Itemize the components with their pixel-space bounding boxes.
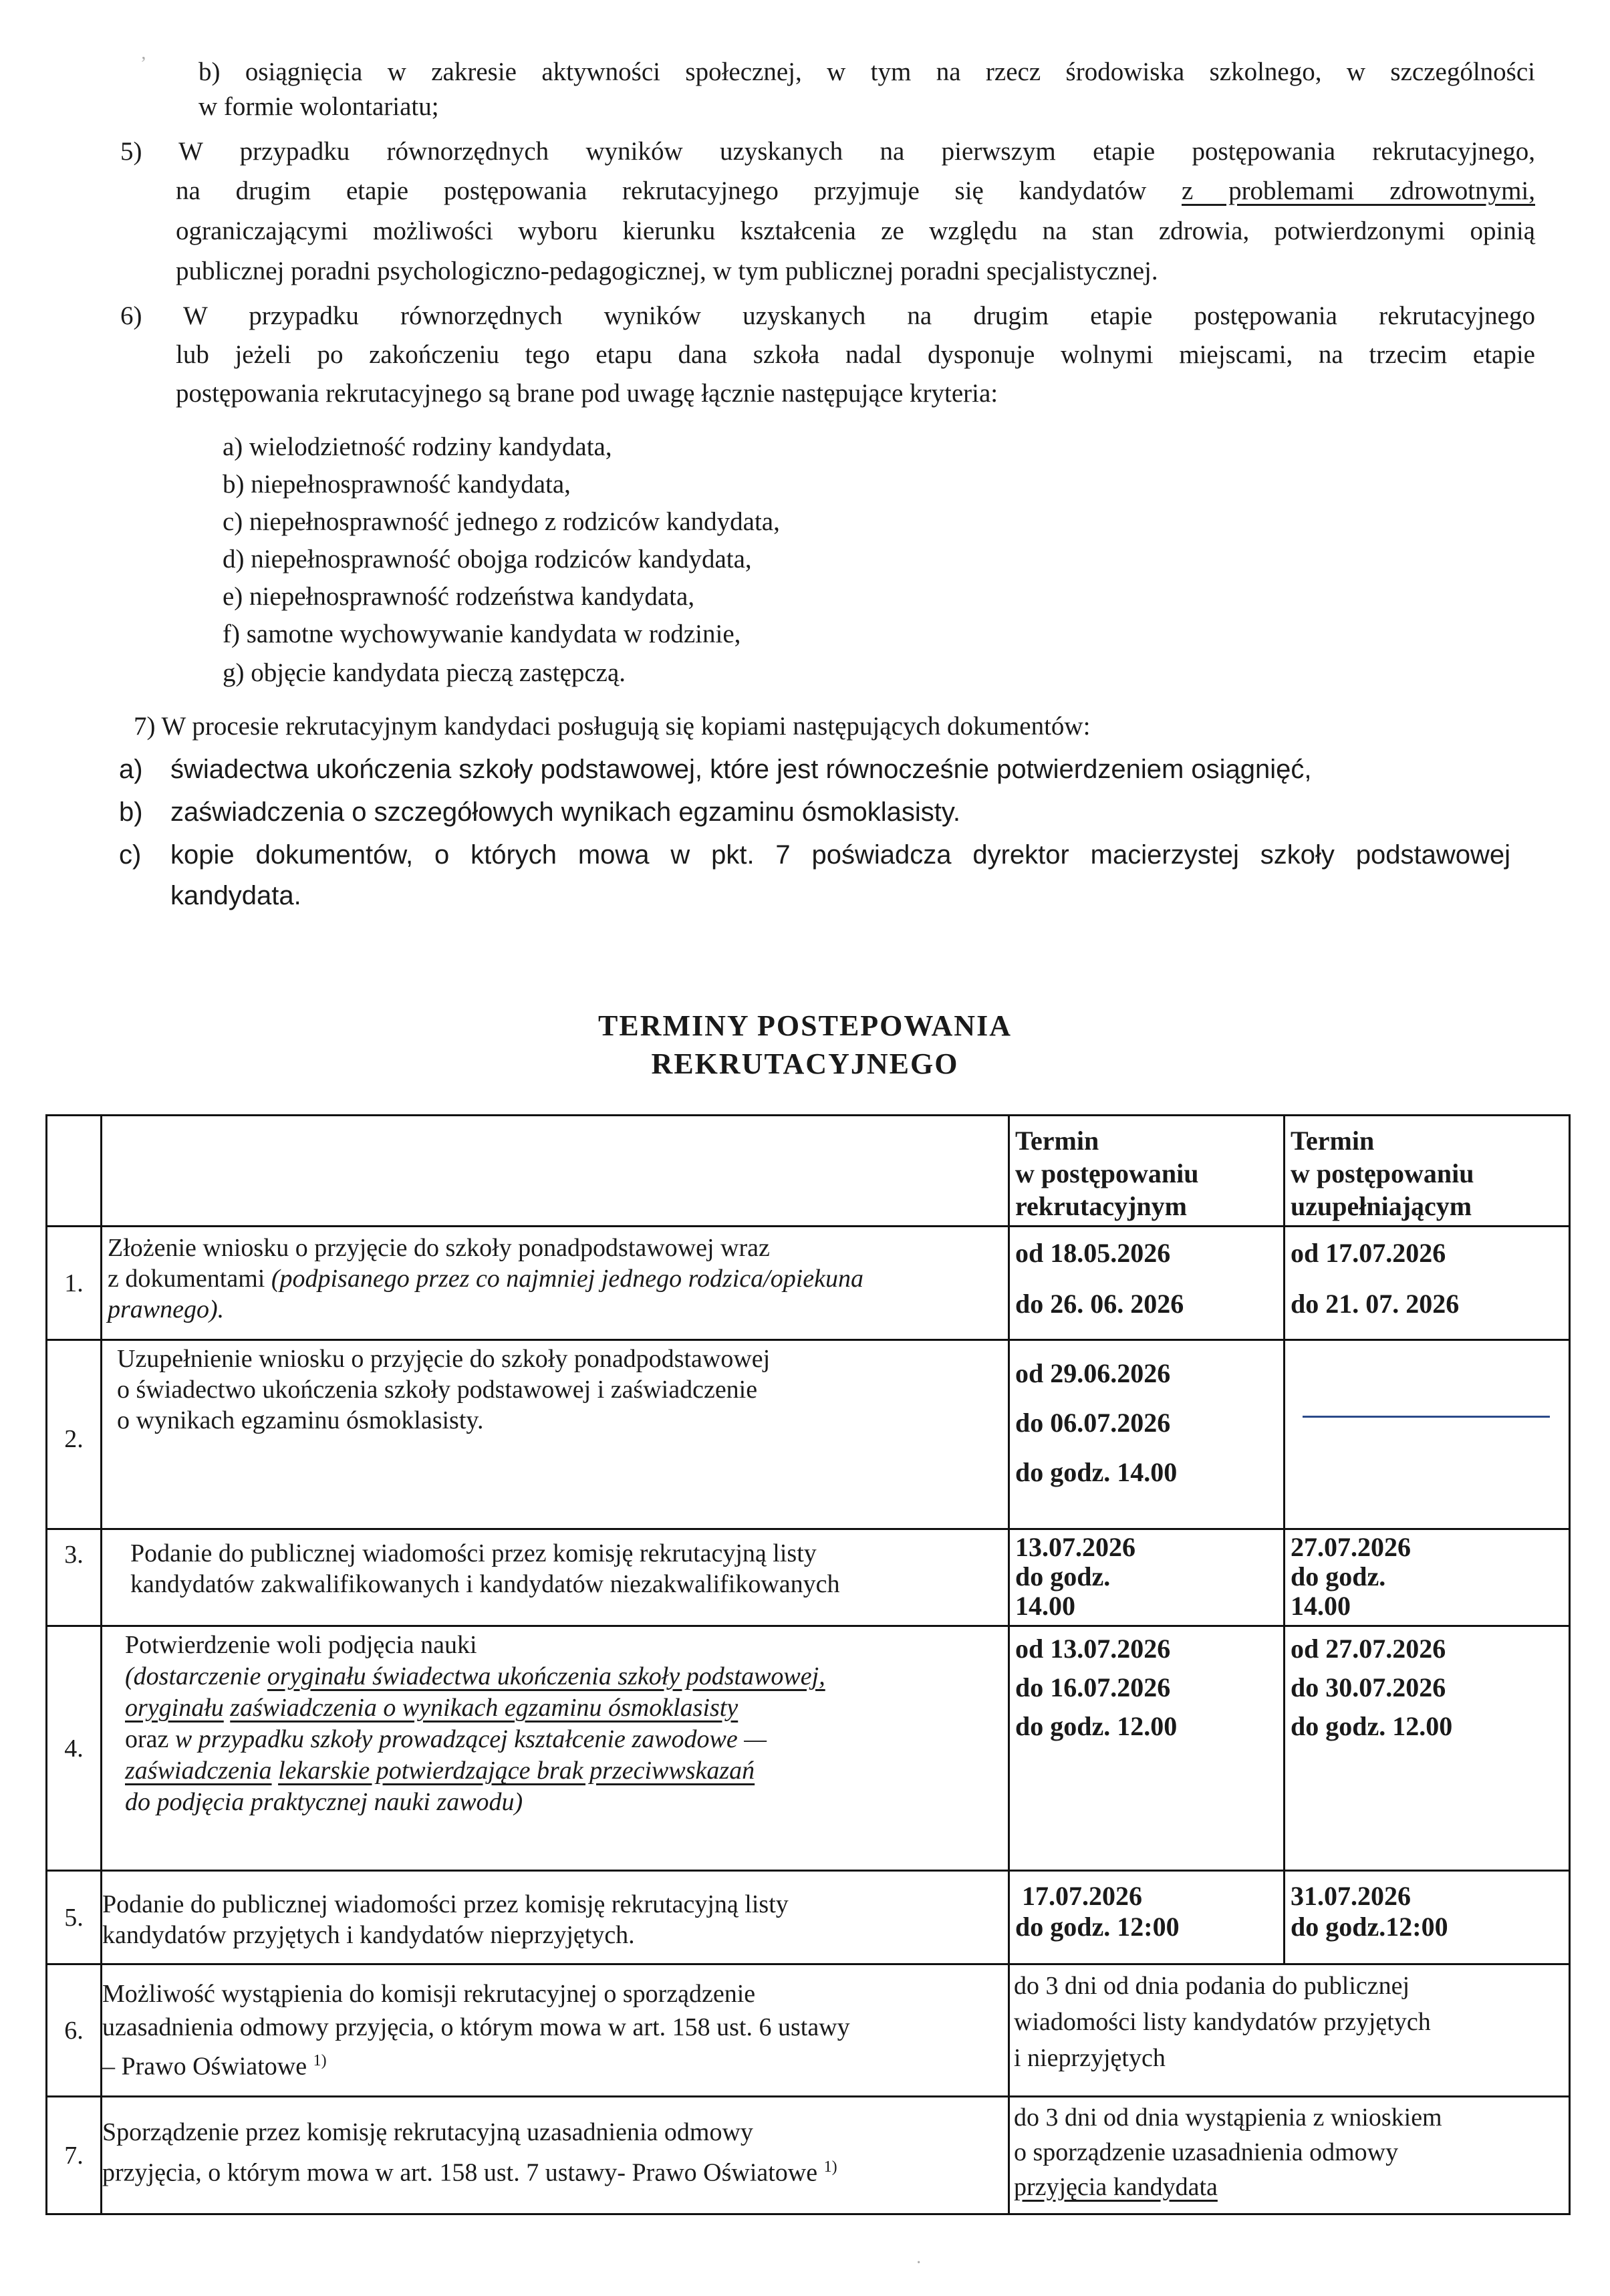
text-line: b) osiągnięcia w zakresie aktywności społecznej, w tym na rzecz środowiska szkolnego, w szczególności (198, 57, 1535, 86)
row-merged-term (1009, 2097, 1570, 2214)
desc-line: Sporządzenie przez komisję rekrutacyjną uzasadnienia odmowy (102, 2118, 753, 2146)
document-letter: b) (119, 797, 143, 827)
row-description (102, 1227, 1009, 1340)
table-header-row (47, 1116, 1570, 1227)
desc-line: Uzupełnienie wniosku o przyjęcie do szkoły ponadpodstawowej (117, 1345, 771, 1373)
section-title: TERMINY POSTEPOWANIA (598, 1009, 1012, 1042)
date-text: od 29.06.2026 (1015, 1358, 1171, 1388)
table-row (47, 1340, 1570, 1529)
row-number (47, 1227, 102, 1340)
date-text: 31.07.2026 (1291, 1881, 1411, 1911)
document-item-cont: kandydata. (170, 881, 301, 910)
header-text: Termin (1291, 1126, 1375, 1156)
section-title: REKRUTACYJNEGO (651, 1047, 959, 1080)
date-text: od 18.05.2026 (1015, 1238, 1171, 1268)
row-number (47, 1340, 102, 1529)
desc-line: kandydatów zakwalifikowanych i kandydatów niezakwalifikowanych (130, 1570, 840, 1598)
desc-italic: do podjęcia praktycznej nauki zawodu) (125, 1788, 523, 1816)
desc-line: Możliwość wystąpienia do komisji rekrutacyjnej o sporządzenie (102, 1980, 756, 2008)
row-description (102, 1964, 1009, 2097)
row-description (102, 1529, 1009, 1626)
date-text: 27.07.2026 (1291, 1532, 1411, 1562)
desc-underlined: oryginału świadectwa ukończenia szkoły podstawowej, (267, 1662, 825, 1690)
date-text: do godz. (1291, 1561, 1386, 1591)
header-cell-supplementary (1285, 1116, 1570, 1227)
criteria-item: b) niepełnosprawność kandydata, (223, 470, 571, 499)
date-text: do godz. 12.00 (1291, 1711, 1453, 1741)
row-number-text: 1. (64, 1269, 84, 1297)
text-line: lub jeżeli po zakończeniu tego etapu dana szkoła nadal dysponuje wolnymi miejscami, na trzecim etapie (176, 340, 1535, 369)
desc-line: – Prawo Oświatowe (102, 2052, 313, 2081)
desc-italic: prawnego). (108, 1295, 225, 1323)
row-number (47, 1964, 102, 2097)
term-line: do 3 dni od dnia wystąpienia z wnioskiem (1014, 2103, 1442, 2132)
date-text: od 17.07.2026 (1291, 1238, 1446, 1268)
row-date-recruitment (1009, 1340, 1285, 1529)
row-number (47, 2097, 102, 2214)
footnote-marker: 1) (823, 2158, 837, 2176)
row-number-text: 6. (64, 2016, 84, 2045)
text-line: 6) W przypadku równorzędnych wyników uzyskanych na drugim etapie postępowania rekrutacyjnego (120, 301, 1535, 330)
row-number-text: 4. (64, 1734, 84, 1763)
desc-line: oraz (125, 1725, 175, 1753)
text-line: w formie wolontariatu; (198, 92, 439, 121)
row-merged-term (1009, 1964, 1570, 2097)
row-number-text: 3. (64, 1541, 84, 1569)
date-text: do godz. 12.00 (1015, 1711, 1178, 1741)
date-text: do 06.07.2026 (1015, 1408, 1171, 1438)
desc-line: o świadectwo ukończenia szkoły podstawowej i zaświadczenie (117, 1376, 758, 1404)
term-line: przyjęcia kandydata (1014, 2173, 1218, 2201)
scan-speck: · (916, 2253, 922, 2273)
term-line: o sporządzenie uzasadnienia odmowy (1014, 2138, 1399, 2166)
not-applicable-dash (1303, 1416, 1550, 1418)
row-description (102, 2097, 1009, 2214)
date-text: do 26. 06. 2026 (1015, 1289, 1184, 1319)
document-item: świadectwa ukończenia szkoły podstawowej, które jest równocześnie potwierdzeniem osiągnięć, (170, 755, 1312, 784)
text-line: ograniczającymi możliwości wyboru kierunku kształcenia ze względu na stan zdrowia, potwierdzonymi opinią (176, 217, 1535, 245)
header-cell-recruitment (1009, 1116, 1285, 1227)
criteria-item: e) niepełnosprawność rodzeństwa kandydata, (223, 582, 695, 611)
term-line: do 3 dni od dnia podania do publicznej (1014, 1972, 1410, 2000)
table-row (47, 1871, 1570, 1964)
date-text: 17.07.2026 (1022, 1881, 1142, 1911)
header-cell-desc (102, 1116, 1009, 1227)
date-text: do godz. 14.00 (1015, 1457, 1178, 1487)
row-date-recruitment (1009, 1626, 1285, 1871)
table-row (47, 1626, 1570, 1871)
schedule-table (45, 1114, 1571, 2215)
underlined-phrase: z problemami zdrowotnymi, (1182, 176, 1535, 205)
term-line: wiadomości listy kandydatów przyjętych (1014, 2008, 1431, 2036)
row-number-text: 2. (64, 1425, 84, 1453)
text-line: 5) W przypadku równorzędnych wyników uzyskanych na pierwszym etapie postępowania rekrutacyjnego, (120, 137, 1535, 166)
desc-line: o wynikach egzaminu ósmoklasisty. (117, 1406, 484, 1434)
desc-line: uzasadnienia odmowy przyjęcia, o którym mowa w art. 158 ust. 6 ustawy (102, 2013, 850, 2041)
row-number-text: 5. (64, 1903, 84, 1932)
header-text: uzupełniającym (1291, 1191, 1472, 1221)
desc-line: kandydatów przyjętych i kandydatów nieprzyjętych. (102, 1921, 635, 1949)
header-text: rekrutacyjnym (1015, 1191, 1187, 1221)
date-text: od 27.07.2026 (1291, 1634, 1446, 1664)
text-line: publicznej poradni psychologiczno-pedagogicznej, w tym publicznej poradni specjalistycznej. (176, 257, 1158, 285)
date-text: do godz. 12:00 (1015, 1912, 1180, 1942)
date-text: do godz.12:00 (1291, 1912, 1448, 1942)
date-text: 14.00 (1015, 1591, 1075, 1621)
desc-italic: w przypadku szkoły prowadzącej kształcenie zawodowe — (174, 1725, 767, 1753)
document-item: kopie dokumentów, o których mowa w pkt. 7 poświadcza dyrektor macierzystej szkoły podstawowej (170, 840, 1510, 870)
criteria-item: g) objęcie kandydata pieczą zastępczą. (223, 658, 626, 687)
header-text: Termin (1015, 1126, 1099, 1156)
row-date-supplementary (1285, 1626, 1570, 1871)
date-text: do 21. 07. 2026 (1291, 1289, 1460, 1319)
row-number (47, 1626, 102, 1871)
date-text: 14.00 (1291, 1591, 1351, 1621)
point-7: 7) W procesie rekrutacyjnym kandydaci posługują się kopiami następujących dokumentów: (134, 712, 1091, 741)
row-date-supplementary (1285, 1871, 1570, 1964)
desc-line: przyjęcia, o którym mowa w art. 158 ust. 7 ustawy- Prawo Oświatowe (102, 2158, 824, 2187)
date-text: do 16.07.2026 (1015, 1672, 1171, 1702)
desc-italic: (podpisanego przez co najmniej jednego rodzica/opiekuna (271, 1265, 864, 1293)
desc-underlined: oryginału (125, 1694, 224, 1722)
document-item: zaświadczenia o szczegółowych wynikach egzaminu ósmoklasisty. (170, 797, 960, 827)
row-number (47, 1871, 102, 1964)
row-number (47, 1529, 102, 1626)
date-text: od 13.07.2026 (1015, 1634, 1171, 1664)
scan-speck: ʼ (140, 53, 147, 74)
criteria-item: c) niepełnosprawność jednego z rodziców kandydata, (223, 507, 780, 536)
row-description (102, 1626, 1009, 1871)
header-text: w postępowaniu (1291, 1158, 1474, 1188)
criteria-item: f) samotne wychowywanie kandydata w rodzinie, (223, 620, 741, 648)
desc-line: Złożenie wniosku o przyjęcie do szkoły ponadpodstawowej wraz (108, 1234, 770, 1262)
date-text: do 30.07.2026 (1291, 1672, 1446, 1702)
row-date-recruitment (1009, 1529, 1285, 1626)
criteria-item: d) niepełnosprawność obojga rodziców kandydata, (223, 545, 752, 573)
criteria-item: a) wielodzietność rodziny kandydata, (223, 432, 612, 461)
text-line: postępowania rekrutacyjnego są brane pod uwagę łącznie następujące kryteria: (176, 379, 998, 408)
desc-underlined: zaświadczenia o wynikach egzaminu ósmoklasisty (230, 1694, 739, 1722)
desc-underlined: zaświadczenia (125, 1757, 272, 1785)
row-date-recruitment (1009, 1871, 1285, 1964)
term-line: i nieprzyjętych (1014, 2044, 1166, 2072)
desc-line: Podanie do publicznej wiadomości przez komisję rekrutacyjną listy (102, 1890, 789, 1918)
date-text: do godz. (1015, 1561, 1111, 1591)
desc-line: Podanie do publicznej wiadomości przez komisję rekrutacyjną listy (130, 1539, 817, 1567)
row-date-supplementary (1285, 1529, 1570, 1626)
row-date-supplementary (1285, 1227, 1570, 1340)
table-row (47, 1227, 1570, 1340)
desc-line: Potwierdzenie woli podjęcia nauki (125, 1631, 477, 1659)
text-line-health: na drugim etapie postępowania rekrutacyjnego przyjmuje się kandydatów z problemami zdrowotnymi, (176, 176, 1535, 205)
date-text: 13.07.2026 (1015, 1532, 1135, 1562)
table-row (47, 1964, 1570, 2097)
desc-italic: (dostarczenie (125, 1662, 267, 1690)
header-text: w postępowaniu (1015, 1158, 1199, 1188)
desc-underlined: lekarskie potwierdzające brak przeciwwskazań (278, 1757, 755, 1785)
table-row (47, 1529, 1570, 1626)
row-description (102, 1871, 1009, 1964)
document-letter: c) (119, 840, 142, 870)
row-description (102, 1340, 1009, 1529)
table-row (47, 2097, 1570, 2214)
footnote-marker: 1) (313, 2052, 327, 2069)
row-date-recruitment (1009, 1227, 1285, 1340)
header-cell-num (47, 1116, 102, 1227)
row-number-text: 7. (64, 2141, 84, 2170)
document-letter: a) (119, 755, 143, 784)
row-date-supplementary (1285, 1340, 1570, 1529)
desc-line: z dokumentami (108, 1265, 271, 1293)
